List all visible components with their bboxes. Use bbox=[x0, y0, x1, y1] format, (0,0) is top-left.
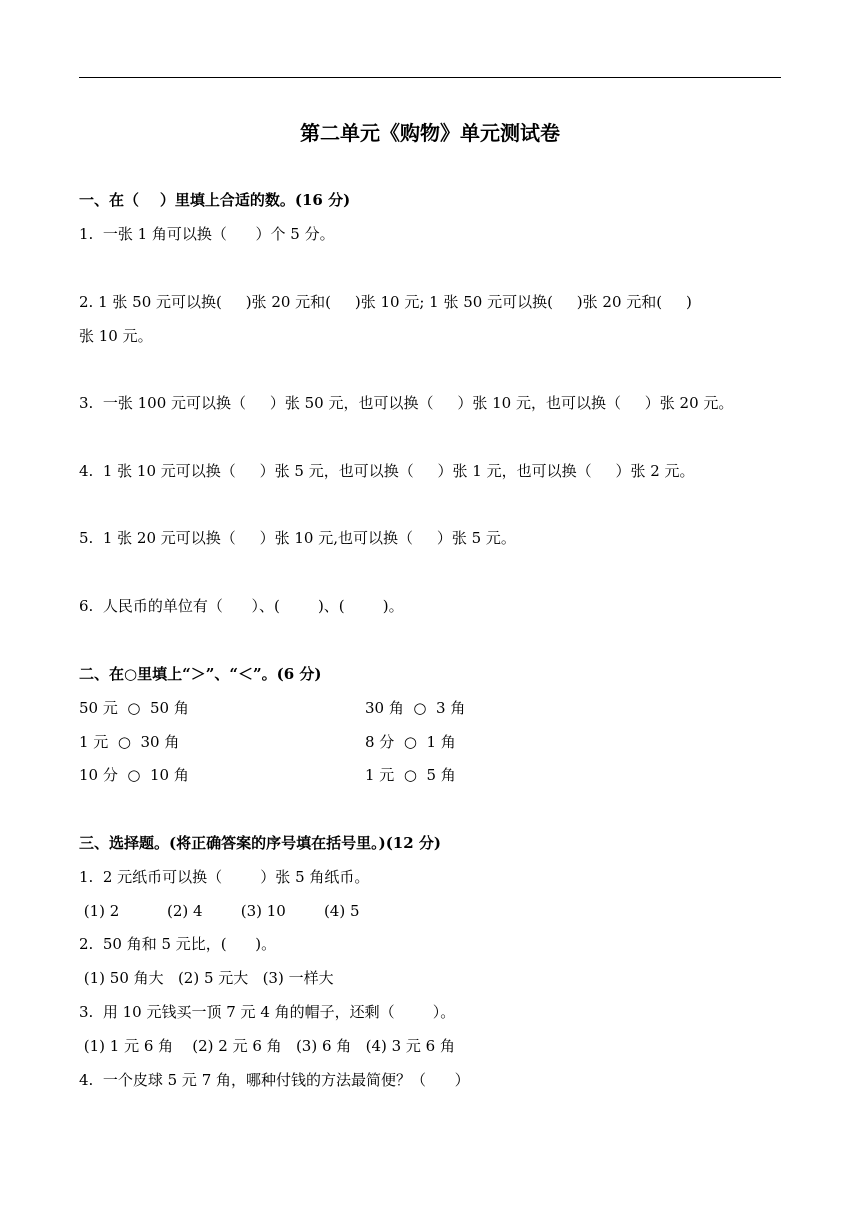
compare-item: 8 分 ○ 1 角 bbox=[365, 733, 456, 751]
section3-question-2: 2. 50 角和 5 元比，( )。 bbox=[79, 935, 277, 953]
section3-question-1-options: (1) 2 (2) 4 (3) 10 (4) 5 bbox=[79, 902, 360, 920]
section1-question-5: 5. 1 张 20 元可以换（ ）张 10 元,也可以换（ ）张 5 元。 bbox=[79, 529, 516, 547]
section3-question-3: 3. 用 10 元钱买一顶 7 元 4 角的帽子，还剩（ ）。 bbox=[79, 1003, 456, 1021]
section1-question-2-continued: 张 10 元。 bbox=[79, 327, 153, 345]
compare-item: 1 元 ○ 30 角 bbox=[79, 733, 180, 751]
compare-item: 10 分 ○ 10 角 bbox=[79, 766, 189, 784]
section1-heading: 一、在（ ）里填上合适的数。(16 分) bbox=[79, 191, 351, 209]
header-rule bbox=[79, 77, 781, 78]
section1-question-6: 6. 人民币的单位有（ ）、( )、( )。 bbox=[79, 597, 404, 615]
section1-question-2: 2. 1 张 50 元可以换( )张 20 元和( )张 10 元; 1 张 50 元可以换( )张 20 元和( ) bbox=[79, 293, 692, 311]
section3-question-1: 1. 2 元纸币可以换（ ）张 5 角纸币。 bbox=[79, 868, 370, 886]
section2-heading: 二、在○里填上“＞”、“＜”。(6 分) bbox=[79, 665, 322, 683]
section1-question-3: 3. 一张 100 元可以换（ ）张 50 元，也可以换（ ）张 10 元，也可以换（ ）张 20 元。 bbox=[79, 394, 734, 412]
section3-heading: 三、选择题。(将正确答案的序号填在括号里。)(12 分) bbox=[79, 834, 441, 852]
page-title: 第二单元《购物》单元测试卷 bbox=[300, 121, 560, 145]
section3-question-3-options: (1) 1 元 6 角 (2) 2 元 6 角 (3) 6 角 (4) 3 元 6 角 bbox=[79, 1037, 455, 1055]
compare-item: 30 角 ○ 3 角 bbox=[365, 699, 466, 717]
section1-question-1: 1. 一张 1 角可以换（ ）个 5 分。 bbox=[79, 225, 335, 243]
compare-item: 50 元 ○ 50 角 bbox=[79, 699, 189, 717]
section3-question-4: 4. 一个皮球 5 元 7 角，哪种付钱的方法最简便？（ ） bbox=[79, 1071, 470, 1089]
compare-item: 1 元 ○ 5 角 bbox=[365, 766, 456, 784]
section1-question-4: 4. 1 张 10 元可以换（ ）张 5 元，也可以换（ ）张 1 元，也可以换（ ）张 2 元。 bbox=[79, 462, 695, 480]
section3-question-2-options: (1) 50 角大 (2) 5 元大 (3) 一样大 bbox=[79, 969, 334, 987]
